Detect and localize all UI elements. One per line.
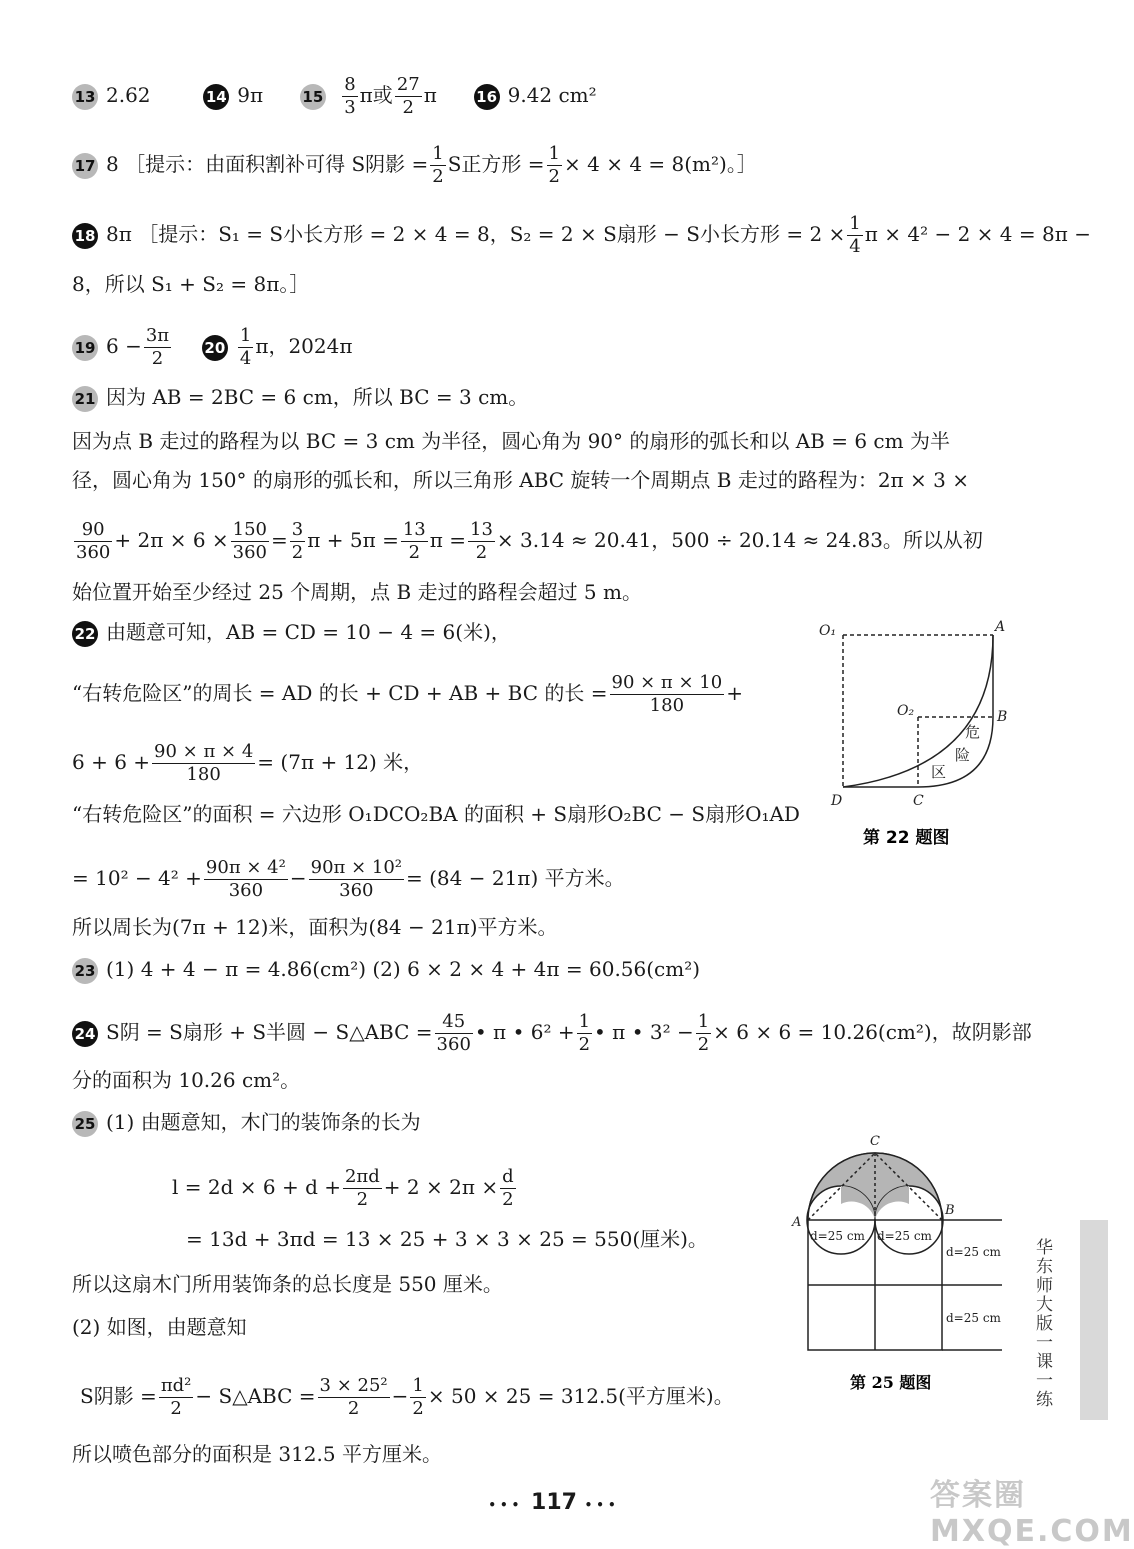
fraction: $\frac{d}{2}$: [502, 1166, 514, 1210]
answer-text: 8π ［提示：S₁ = S小长方形 = 2 × 4 = 8，S₂ = 2 × S扇形 − S小长方形 = 2 ×: [106, 222, 846, 246]
answer-text: π或: [359, 83, 393, 107]
fraction: $\frac{3\pi}{2}$: [145, 325, 170, 369]
answers-19-20: [72, 325, 353, 370]
fraction: $\frac{\text{πd²}}{2}$: [160, 1375, 192, 1419]
label-a: A: [995, 619, 1006, 635]
answer-21-line5: 始位置开始至少经过 25 个周期，点 B 走过的路程会超过 5 m。: [72, 580, 642, 604]
dim-label: d=25 cm: [810, 1229, 865, 1243]
dim-label: d=25 cm: [946, 1245, 1001, 1259]
dim-label: d=25 cm: [946, 1311, 1001, 1325]
fraction: $\frac{3}{2}$: [291, 519, 304, 563]
answer-text: π × 4² − 2 × 4 = 8π −: [864, 222, 1091, 246]
question-number: 16: [474, 84, 500, 110]
answer-21-line1: [72, 383, 528, 412]
answer: 2.62: [106, 83, 151, 107]
answer-21-line2: 因为点 B 走过的路程为以 BC = 3 cm 为半径，圆心角为 90° 的扇形的弧长和以 AB = 6 cm 为半: [72, 429, 950, 453]
question-number: 24: [72, 1021, 98, 1047]
dots-icon: •••: [488, 1498, 524, 1512]
fraction: $\frac{1}{4}$: [239, 325, 252, 369]
answer-text: (1) 由题意知，木门的装饰条的长为: [106, 1110, 421, 1134]
answer-text: (1) 4 + 4 − π = 4.86(cm²) (2) 6 × 2 × 4 + 4π = 60.56(cm²): [106, 957, 701, 981]
label-c: C: [913, 793, 924, 809]
region-label: 区: [931, 763, 947, 781]
side-label: 华东师大版一课一练: [1032, 1238, 1052, 1409]
question-number: 15: [300, 84, 326, 110]
answer-text: 由题意可知，AB = CD = 10 − 4 = 6(米)，: [106, 620, 511, 644]
fraction: $\frac{1}{2}$: [578, 1011, 591, 1055]
label-a: A: [792, 1215, 802, 1230]
label-c: C: [870, 1134, 880, 1149]
answer: 9.42 cm²: [507, 83, 597, 107]
figure-25: [790, 1128, 1020, 1398]
answer-17: [72, 143, 757, 188]
fraction: $\frac{13}{2}$: [470, 519, 493, 563]
figure-caption: 第 25 题图: [850, 1373, 932, 1392]
fraction: $\frac{90 \times \pi \times 10}{180}$: [611, 672, 723, 716]
fraction: $\frac{27}{2}$: [396, 74, 420, 118]
label-o2: O₂: [897, 703, 915, 719]
fraction: $\frac{150}{360}$: [232, 519, 268, 563]
answer-text: π: [423, 83, 437, 107]
answer-22-line3: 6 + 6 + $\frac{90 \times \pi \times 4}{180}$ = (7π + 12) 米，: [72, 741, 424, 785]
dim-label: d=25 cm: [877, 1229, 932, 1243]
fraction: $\frac{1}{2}$: [548, 143, 560, 187]
region-label: 危: [965, 723, 981, 741]
answer-18: [72, 213, 1091, 258]
fraction: $\frac{\text{3 × 25²}}{2}$: [319, 1375, 388, 1419]
fraction: $\frac{45}{360}$: [436, 1011, 471, 1055]
question-number: 25: [72, 1111, 98, 1137]
label-b: B: [997, 709, 1008, 725]
question-number: 17: [72, 153, 98, 179]
side-tab: [1080, 1220, 1108, 1420]
fraction: $\frac{1}{4}$: [849, 213, 861, 257]
answer-text: 8 ［提示：由面积割补可得 S阴影 =: [106, 152, 429, 176]
answer-23: [72, 955, 700, 984]
fraction: $\frac{2\pi d}{2}$: [344, 1166, 380, 1210]
answer-text: S正方形 =: [447, 152, 545, 176]
answer-21-line4: $\frac{90}{360}$ + 2π × 6 × $\frac{150}{360}$ = $\frac{3}{2}$ π + 5π = $\frac{13}{2}$ π = $\frac{13}{2}$ × 3.14 ≈ 20.41，500 ÷ 20.14 ≈ 24.83。所以从初: [76, 519, 983, 563]
answer-25-line4: 所以这扇木门所用装饰条的总长度是 550 厘米。: [72, 1272, 503, 1296]
fraction: $\frac{13}{2}$: [402, 519, 426, 563]
answer-24-line1: 24 S阴 = S扇形 + S半圆 − S△ABC = $\frac{45}{360}$ • π • 6² + $\frac{1}{2}$ • π • 3² − $\frac{1}{2}$ × 6 × 6 = 10.26(cm²)，故阴影部: [72, 1011, 1032, 1056]
question-number: 23: [72, 958, 98, 984]
answer-text: × 4 × 4 = 8(m²)。］: [564, 152, 757, 176]
answer-text: π，2024π: [255, 334, 353, 358]
answer-24-line2: 分的面积为 10.26 cm²。: [72, 1068, 301, 1092]
answer-25-line7: 所以喷色部分的面积是 312.5 平方厘米。: [72, 1442, 442, 1466]
answer-22-line5: = 10² − 4² + $\frac{\text{90π × 4²}}{360}$ − $\frac{\text{90π × 10²}}{360}$ = (84 − 21π) 平方米。: [72, 857, 625, 901]
fraction: $\frac{90}{360}$: [76, 519, 111, 563]
answers-13-16: [72, 74, 597, 119]
answer-text: 因为 AB = 2BC = 6 cm，所以 BC = 3 cm。: [106, 385, 529, 409]
page-number-value: 117: [531, 1490, 577, 1515]
question-number: 22: [72, 621, 98, 647]
fraction: $\frac{1}{2}$: [697, 1011, 710, 1055]
answer-25-line2: l = 2d × 6 + d + $\frac{2\pi d}{2}$ + 2 × 2π × $\frac{d}{2}$: [172, 1166, 514, 1210]
answer-25-line1: [72, 1108, 421, 1137]
question-number: 19: [72, 335, 98, 361]
question-number: 20: [202, 335, 228, 361]
label-o1: O₁: [819, 623, 837, 639]
question-number: 21: [72, 386, 98, 412]
question-number: 13: [72, 84, 98, 110]
fraction: $\frac{1}{2}$: [432, 143, 444, 187]
region-label: 险: [955, 746, 971, 764]
figure-caption: 第 22 题图: [863, 828, 950, 848]
answer-25-line5: (2) 如图，由题意知: [72, 1315, 247, 1339]
answer-text: 6 −: [106, 334, 142, 358]
watermark: 答案圈 MXQE.COM: [930, 1478, 1134, 1549]
label-d: D: [831, 793, 843, 809]
answer-25-line6: S阴影 = $\frac{\text{πd²}}{2}$ − S△ABC = $\frac{\text{3 × 25²}}{2}$ − $\frac{1}{2}$ × 50 × 25 = 312.5(平方厘米)。: [80, 1375, 734, 1419]
fraction: $\frac{1}{2}$: [412, 1375, 424, 1419]
figure-22: [815, 615, 1015, 848]
answer-21-line3: 径，圆心角为 150° 的扇形的弧长和，所以三角形 ABC 旋转一个周期点 B 走过的路程为：2π × 3 ×: [72, 468, 970, 492]
answer-22-line1: [72, 618, 511, 647]
answer-22-line6: 所以周长为(7π + 12)米，面积为(84 − 21π)平方米。: [72, 915, 558, 939]
dots-icon: •••: [584, 1498, 620, 1512]
question-number: 18: [72, 223, 98, 249]
question-number: 14: [203, 84, 229, 110]
fraction: $\frac{90 \times \pi \times 4}{180}$: [154, 741, 254, 785]
label-b: B: [945, 1203, 955, 1218]
answer-18-line2: 8，所以 S₁ + S₂ = 8π。］: [72, 272, 310, 296]
answer-25-line3: = 13d + 3πd = 13 × 25 + 3 × 3 × 25 = 550(厘米)。: [186, 1227, 708, 1251]
answer: 9π: [237, 83, 264, 107]
answer-22-line4: “右转危险区”的面积 = 六边形 O₁DCO₂BA 的面积 + S扇形O₂BC − S扇形O₁AD: [72, 802, 800, 826]
fraction: $\frac{8}{3}$: [344, 74, 356, 118]
fraction: $\frac{\text{90π × 10²}}{360}$: [310, 857, 403, 901]
answer-22-line2: “右转危险区”的周长 = AD 的长 + CD + AB + BC 的长 = $\frac{90 \times \pi \times 10}{180}$ +: [72, 672, 743, 716]
fraction: $\frac{\text{90π × 4²}}{360}$: [205, 857, 286, 901]
arc-ad: [843, 635, 993, 787]
